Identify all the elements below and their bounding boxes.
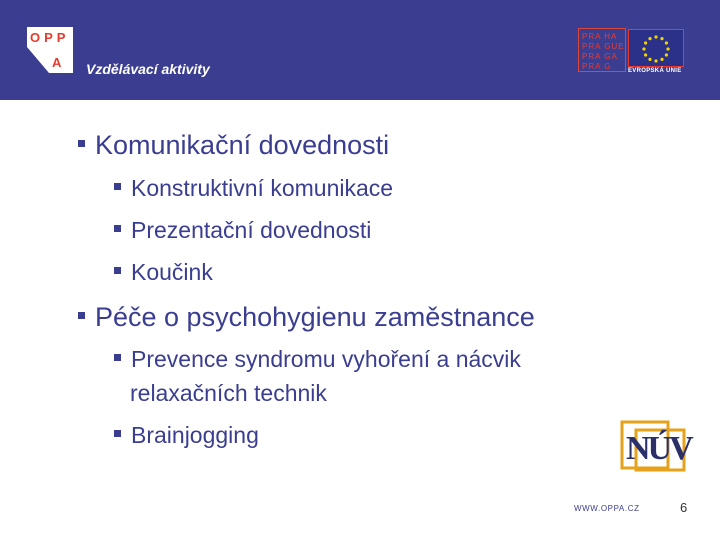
- bullet-square-icon: [78, 312, 85, 319]
- praha-row-1: PRA HA: [582, 32, 618, 41]
- footer-url[interactable]: WWW.OPPA.CZ: [574, 504, 640, 513]
- bullet-text: Péče o psychohygienu zaměstnance: [95, 302, 535, 332]
- praha-logo: [578, 28, 626, 72]
- header-title: Vzdělávací aktivity: [86, 61, 210, 77]
- nuv-logo: [620, 420, 691, 472]
- oppa-logo: [27, 27, 73, 73]
- oppa-logo-line2: A: [52, 55, 66, 70]
- bullet-level2: [114, 216, 371, 244]
- bullet-text: Komunikační dovednosti: [95, 130, 390, 160]
- bullet-level2: [114, 174, 393, 202]
- page-number: 6: [680, 500, 688, 515]
- bullet-square-icon: [114, 430, 121, 437]
- bullet-square-icon: [114, 183, 121, 190]
- bullet-text: Prevence syndromu vyhoření a nácvik: [131, 346, 521, 372]
- nuv-logo-text: NÚV: [626, 430, 691, 467]
- bullet-square-icon: [114, 225, 121, 232]
- bullet-text: Koučink: [131, 259, 213, 285]
- oppa-logo-line1: OPP: [30, 30, 70, 45]
- eu-flag-icon: [628, 29, 684, 67]
- slide-header: [0, 0, 720, 100]
- praha-row-3: PRA GA: [582, 52, 618, 61]
- bullet-level1: [78, 302, 535, 332]
- eu-label: EVROPSKÁ UNIE: [628, 68, 682, 74]
- bullet-level2: [114, 345, 521, 373]
- bullet-level1: [78, 130, 389, 160]
- bullet-text: Konstruktivní komunikace: [131, 175, 394, 201]
- bullet-level2: [114, 421, 259, 449]
- bullet-square-icon: [114, 354, 121, 361]
- bullet-square-icon: [78, 140, 85, 147]
- bullet-square-icon: [114, 267, 121, 274]
- bullet-text-continuation: relaxačních technik: [130, 380, 327, 406]
- bullet-level2: [114, 258, 213, 286]
- praha-row-4: PRA G: [582, 62, 612, 71]
- bullet-text: Prezentační dovednosti: [131, 217, 372, 243]
- bullet-text: Brainjogging: [131, 422, 259, 448]
- praha-row-2: PRA GUE: [582, 42, 625, 51]
